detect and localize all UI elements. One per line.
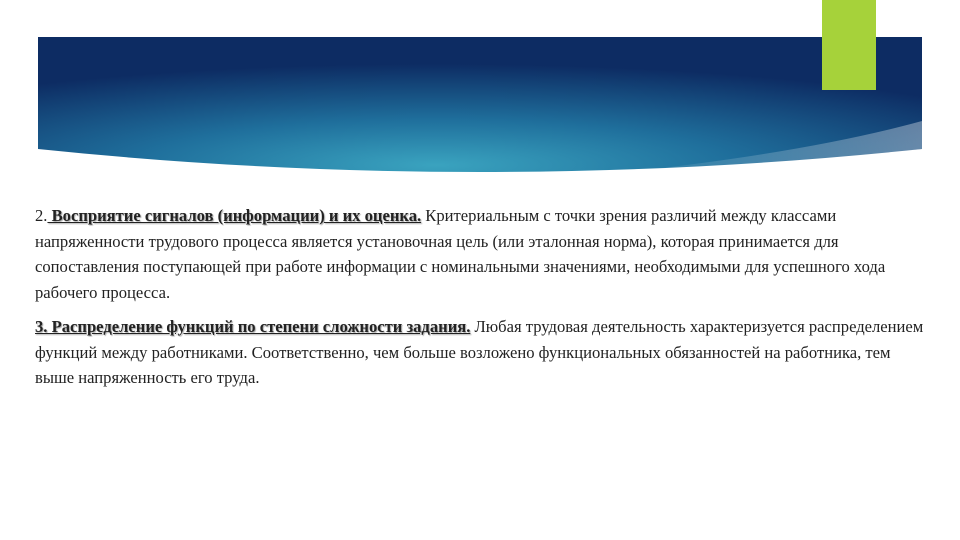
paragraph-3 — [35, 314, 930, 391]
paragraph-2-text: Критериальным с точки зрения различий между классами напряженности трудового процесса является установочная цель (или эталонная норма), которая принимается для сопоставления поступающей при работе информации с номинальными значениями, необходимыми для успешного хода рабочего процесса. — [35, 206, 886, 302]
header-banner — [38, 37, 922, 185]
paragraph-3-heading: 3. Распределение функций по степени сложности задания. — [35, 317, 471, 336]
accent-bar — [822, 0, 876, 90]
paragraph-3-text: Любая трудовая деятельность характеризуется распределением функций между работниками. Соответственно, чем больше возложено функциональных обязанностей на работника, тем выше напряженность его труда. — [35, 317, 924, 387]
paragraph-2 — [35, 203, 930, 305]
paragraph-2-heading: Восприятие сигналов (информации) и их оценка. — [47, 206, 422, 225]
slide-content — [35, 203, 930, 391]
paragraph-2-number: 2. — [35, 206, 48, 225]
